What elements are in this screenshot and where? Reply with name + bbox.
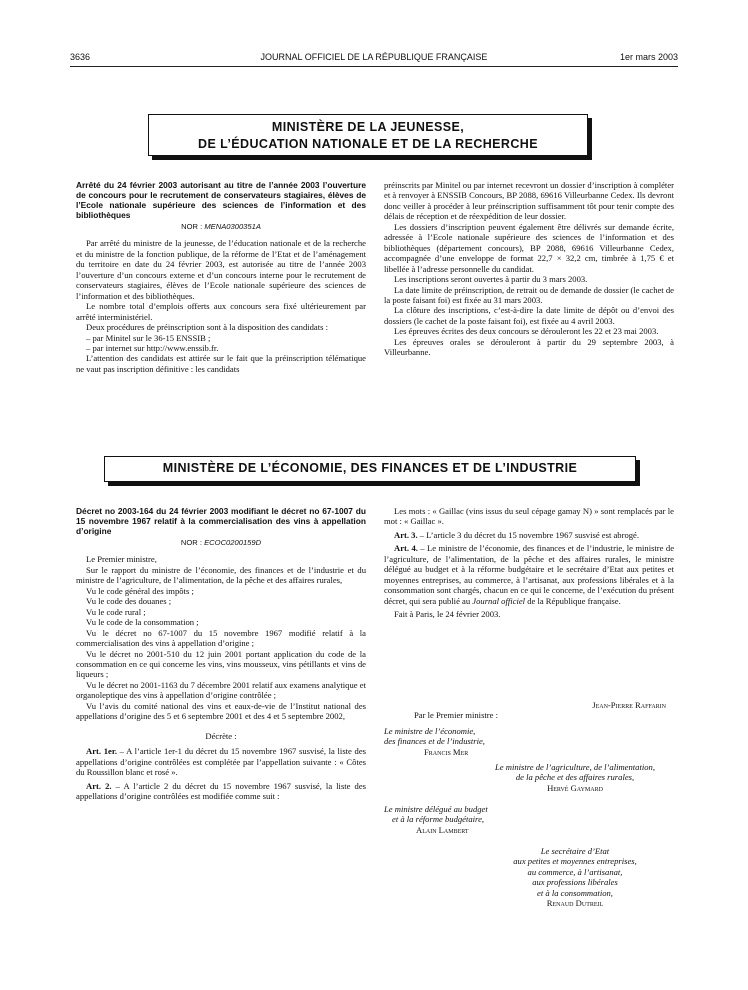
article-label: Art. 4. bbox=[394, 543, 418, 554]
paragraph: préinscrits par Minitel ou par internet recevront un dossier d’inscription à compléter et à renvoyer à ENSSIB Concours, BP 2088, 69616 Villeurbanne Cedex. Ils devront donc veiller à procéder à leur préinscription suffisamment tôt pour tenir compte des délais de réception et de réexpédition de leur dossier. bbox=[384, 180, 674, 222]
paragraph: Vu le code rural ; bbox=[86, 606, 146, 617]
signature-agri: Le ministre de l’agriculture, de l’alimentation, de la pêche et des affaires rurales, Hervé Gaymard bbox=[460, 762, 690, 793]
signer-prime-minister: Jean-Pierre Raffarin bbox=[592, 700, 666, 710]
ministry-name-line1: MINISTÈRE DE LA JEUNESSE, bbox=[271, 120, 465, 134]
paragraph: Le nombre total d’emplois offerts aux concours sera fixé ultérieurement par arrêté interministériel. bbox=[76, 301, 366, 322]
page-number: 3636 bbox=[70, 52, 91, 62]
paragraph: Vu le décret no 2001-510 du 12 juin 2001 portant application du code de la consommation en ce qui concerne les vins, vins mousseux, vins pétillants et vins de liqueurs ; bbox=[76, 648, 366, 680]
ministry-box-economy: MINISTÈRE DE L’ÉCONOMIE, DES FINANCES ET DE L’INDUSTRIE bbox=[104, 456, 636, 482]
arrete-right-column bbox=[384, 180, 674, 358]
signature-block bbox=[384, 700, 676, 721]
paragraph: Par arrêté du ministre de la jeunesse, de l’éducation nationale et de la recherche et du ministre de la fonction publique, de la réforme de l’Etat et de l’aménagement du territoire en date du 24 février 2003, est autorisée au titre de l’année 2003 l’ouverture d’un concours externe et d’un concours interne pour le recrutement de conservateurs stagiaires, élèves de l’Ecole nationale supérieure des sciences de l’information et des bibliothèques. bbox=[76, 238, 366, 301]
signature-secretary: Le secrétaire d’Etat aux petites et moyennes entreprises, au commerce, à l’artisanat, aux professions libérales et à la consommation, Renaud Dutreil bbox=[480, 846, 670, 909]
decree-label: Décrète : bbox=[205, 730, 237, 741]
paragraph: Les épreuves orales se dérouleront à partir du 29 septembre 2003, à Villeurbanne. bbox=[384, 336, 674, 358]
paragraph: Les épreuves écrites des deux concours se dérouleront les 22 et 23 mai 2003. bbox=[394, 326, 659, 337]
paragraph: Les mots : « Gaillac (vins issus du seul cépage gamay N) » sont remplacés par le mot : « Gaillac ». bbox=[384, 506, 674, 527]
article-1: Art. 1er. – A l’article 1er-1 du décret du 15 novembre 1967 susvisé, la liste des appellations d’origine contrôlées est complétée par l’appellation suivante : « Côtes du Roussillon blanc et rosé ». bbox=[76, 746, 366, 778]
article-4: Art. 4. – Le ministre de l’économie, des finances et de l’industrie, le ministre de l’agriculture, de l’alimentation, de la pêche et des affaires rurales, le ministre délégué au budget et à la réforme budgétaire et le secrétaire d’Etat aux petites et moyennes entreprises, au commerce, à l’artisanat, aux professions libérales et à la consommation sont chargés, chacun en ce qui le concerne, de l’exécution du présent décret, qui sera publié au Journal officiel de la République française. bbox=[384, 543, 675, 606]
paragraph: La clôture des inscriptions, c’est-à-dire la date limite de dépôt ou d’envoi des dossiers (le cachet de la poste faisant foi), est fixée au 4 avril 2003. bbox=[384, 305, 674, 326]
signer-name: Alain Lambert bbox=[416, 824, 469, 835]
paragraph: L’attention des candidats est attirée sur le fait que la préinscription télématique ne vaut pas inscription définitive : les candidats bbox=[76, 353, 366, 374]
paragraph: Vu le décret no 67-1007 du 15 novembre 1967 modifié relatif à la commercialisation des vins à appellation d’origine ; bbox=[76, 627, 366, 649]
decret-nor: NOR : ECOC0200159D bbox=[180, 538, 262, 547]
signer-name: Renaud Dutreil bbox=[546, 898, 604, 909]
article-2: Art. 2. – A l’article 2 du décret du 15 novembre 1967 susvisé, la liste des appellations d’origine contrôlées est modifiée comme suit : bbox=[76, 780, 366, 801]
list-item: – par internet sur http://www.enssib.fr. bbox=[86, 342, 219, 353]
paragraph: Vu le code général des impôts ; bbox=[86, 585, 194, 596]
done-at: Fait à Paris, le 24 février 2003. bbox=[394, 609, 501, 620]
paragraph: Deux procédures de préinscription sont à la disposition des candidats : bbox=[86, 322, 329, 333]
paragraph: Vu l’avis du comité national des vins et eaux-de-vie de l’Institut national des appellations d’origine des 5 et 6 septembre 2001 et des 4 et 5 septembre 2002, bbox=[76, 700, 366, 722]
issue-date: 1er mars 2003 bbox=[619, 52, 678, 62]
arrete-nor: NOR : MENA0300351A bbox=[181, 222, 261, 231]
signer-name: Francis Mer bbox=[424, 746, 469, 757]
header-rule bbox=[70, 66, 678, 67]
decret-right-column bbox=[384, 506, 674, 620]
decret-title: Décret no 2003-164 du 24 février 2003 modifiant le décret no 67-1007 du 15 novembre 1967 relatif à la commercialisation des vins à appellation d’origine bbox=[76, 506, 366, 536]
article-3: Art. 3. – L’article 3 du décret du 15 novembre 1967 susvisé est abrogé. bbox=[394, 529, 640, 540]
nor-code: MENA0300351A bbox=[204, 222, 261, 231]
journal-name: Journal officiel bbox=[472, 595, 526, 606]
paragraph: Sur le rapport du ministre de l’économie, des finances et de l’industrie et du ministre de l’agriculture, de l’alimentation, de la pêche et des affaires rurales, bbox=[76, 564, 366, 586]
paragraph: Vu le décret no 2001-1163 du 7 décembre 2001 relatif aux examens analytique et organoleptique des vins à appellation d’origine contrôlée ; bbox=[76, 679, 366, 701]
signature-budget: Le ministre délégué au budget et à la réforme budgétaire, Alain Lambert bbox=[384, 804, 584, 835]
paragraph: Les inscriptions seront ouvertes à partir du 3 mars 2003. bbox=[394, 274, 588, 285]
journal-title: JOURNAL OFFICIEL DE LA RÉPUBLIQUE FRANÇAISE bbox=[260, 52, 488, 62]
article-label: Art. 3. bbox=[394, 529, 418, 540]
arrete-left-column bbox=[76, 180, 366, 374]
ministry-name-line2: DE L’ÉDUCATION NATIONALE ET DE LA RECHERCHE bbox=[198, 137, 538, 151]
paragraph: Vu le code des douanes ; bbox=[86, 596, 172, 607]
ministry-box-education bbox=[148, 114, 588, 156]
list-item: – par Minitel sur le 36-15 ENSSIB ; bbox=[86, 332, 211, 343]
nor-code: ECOC0200159D bbox=[204, 538, 262, 547]
article-label: Art. 2. bbox=[86, 780, 112, 791]
paragraph: La date limite de préinscription, de retrait ou de demande de dossier (le cachet de la poste faisant foi) est fixée au 31 mars 2003. bbox=[384, 284, 674, 305]
by-prime-minister: Par le Premier ministre : bbox=[414, 710, 499, 721]
paragraph: Vu le code de la consommation ; bbox=[86, 617, 199, 628]
paragraph: Les dossiers d’inscription peuvent également être délivrés sur demande écrite, adressée à l’Ecole nationale supérieure des sciences de l’information et des bibliothèques (département concours), BP 2088, 69616 Villeurbanne Cedex, accompagnée d’une enveloppe de format 22,7 × 32,2 cm, timbrée à 1,75 € et libellée à l’adresse personnelle du candidat. bbox=[384, 221, 674, 274]
paragraph: Le Premier ministre, bbox=[86, 554, 157, 565]
decret-left-column bbox=[76, 506, 366, 801]
signature-eco: Le ministre de l’économie, des finances et de l’industrie, Francis Mer bbox=[384, 726, 684, 757]
article-label: Art. 1er. bbox=[86, 746, 117, 757]
signer-name: Hervé Gaymard bbox=[547, 782, 603, 793]
arrete-title: Arrêté du 24 février 2003 autorisant au titre de l’année 2003 l’ouverture de concours pour le recrutement de conservateurs stagiaires, élèves de l’Ecole nationale supérieure des sciences de l’information et des bibliothèques bbox=[76, 180, 366, 220]
